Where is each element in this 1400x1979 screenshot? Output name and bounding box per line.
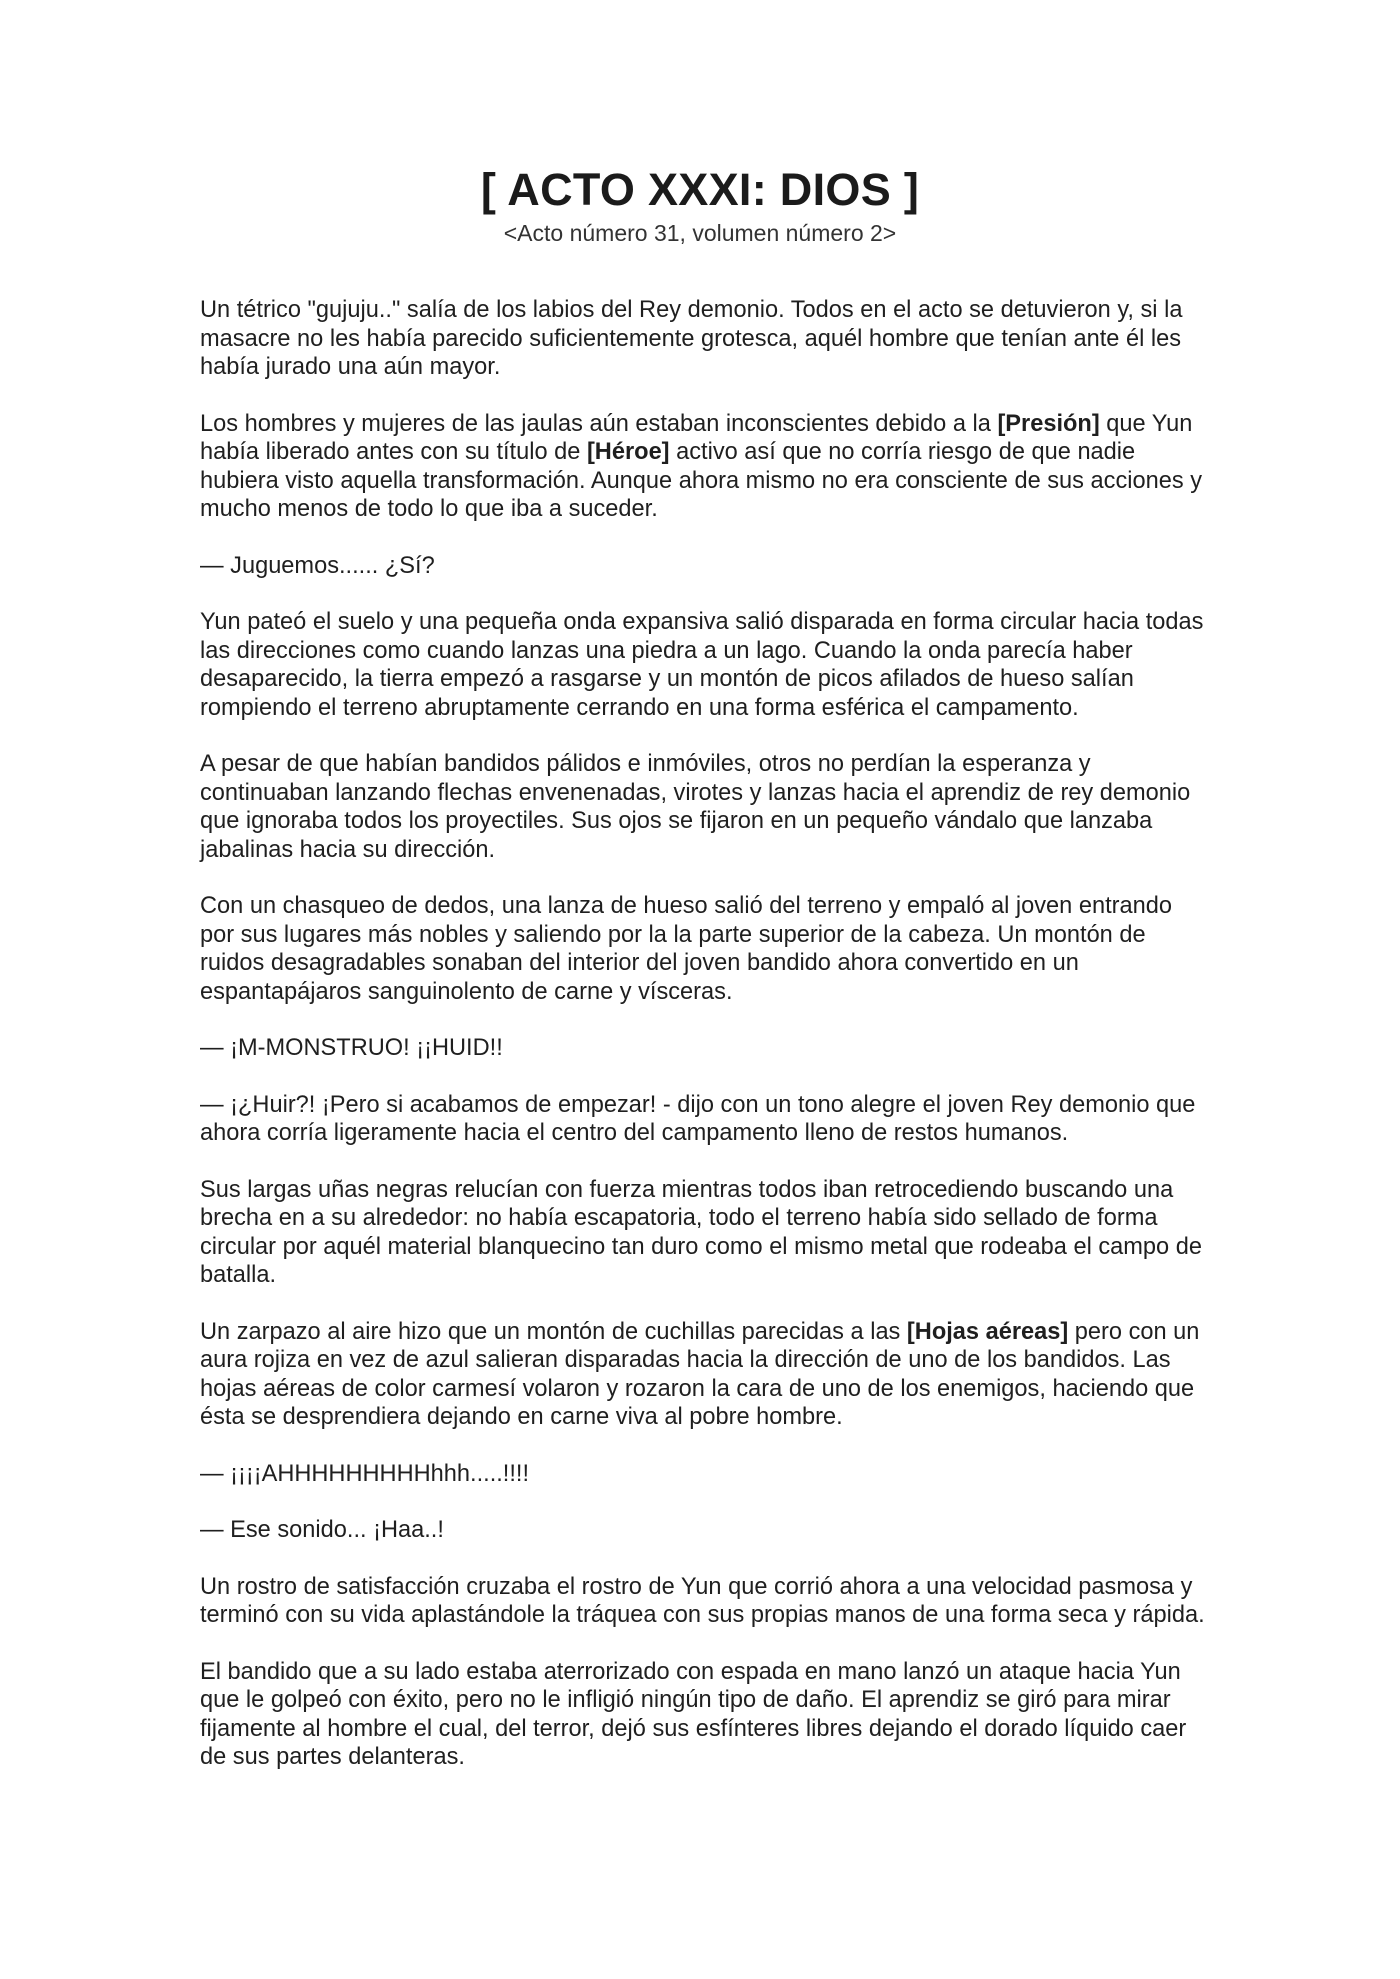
paragraph [200,1034,1210,1063]
paragraph [200,892,1210,1006]
paragraph [200,1516,1210,1545]
paragraph-text: — ¡¿Huir?! ¡Pero si acabamos de empezar! - dijo con un tono alegre el joven Rey demonio que ahora corría ligeramente hacia el centro del campamento lleno de restos humanos. [200,1091,1196,1146]
paragraph [200,410,1210,524]
chapter-title: [ ACTO XXXI: DIOS ] [480,164,920,215]
paragraph-text: Con un chasqueo de dedos, una lanza de hueso salió del terreno y empaló al joven entrando por sus lugares más nobles y saliendo por la la parte superior de la cabeza. Un montón de ruidos desagradables sonaban del interior del joven bandido ahora convertido en un espantapájaros sanguinolento de carne y vísceras. [200,893,1172,1005]
paragraph [200,1176,1210,1290]
paragraph-text: Yun pateó el suelo y una pequeña onda expansiva salió disparada en forma circular hacia todas las direcciones como cuando lanzas una piedra a un lago. Cuando la onda parecía haber desaparecido, la tierra empezó a rasgarse y un montón de picos afilados de hueso salían rompiendo el terreno abruptamente cerrando en una forma esférica el campamento. [200,609,1204,721]
paragraph-text: — Juguemos...... ¿Sí? [200,552,435,579]
paragraph-text: Un rostro de satisfacción cruzaba el rostro de Yun que corrió ahora a una velocidad pasmosa y terminó con su vida aplastándole la tráquea con sus propias manos de una forma seca y rápida. [200,1573,1205,1628]
body-text [200,296,1210,1800]
paragraph [200,1460,1210,1489]
paragraph [200,552,1210,581]
paragraph [200,1658,1210,1772]
paragraph-text: — ¡M-MONSTRUO! ¡¡HUID!! [200,1035,503,1061]
chapter-subtitle: <Acto número 31, volumen número 2> [503,220,897,246]
paragraph-text: que Yun había liberado antes con su título de [200,410,1193,465]
paragraph-text: Los hombres y mujeres de las jaulas aún estaban inconscientes debido a la [200,410,998,437]
chapter-header [0,162,1400,248]
bold-term: [Hojas aéreas] [906,1318,1069,1345]
paragraph-text: Un tétrico "gujuju.." salía de los labios del Rey demonio. Todos en el acto se detuvieron y, si la masacre no les había parecido suficientemente grotesca, aquél hombre que tenían ante él les había jurado una aún mayor. [200,297,1183,380]
paragraph-text: El bandido que a su lado estaba aterrorizado con espada en mano lanzó un ataque hacia Yun que le golpeó con éxito, pero no le infligió ningún tipo de daño. El aprendiz se giró para mirar fijamente al hombre el cual, del terror, dejó sus esfínteres libres dejando el dorado líquido caer de sus partes delanteras. [200,1658,1187,1770]
paragraph [200,296,1210,382]
paragraph-text: Sus largas uñas negras relucían con fuerza mientras todos iban retrocediendo buscando una brecha en a su alrededor: no había escapatoria, todo el terreno había sido sellado de forma circular por aquél material blanquecino tan duro como el mismo metal que rodeaba el campo de batalla. [200,1176,1202,1288]
paragraph-text: Un zarpazo al aire hizo que un montón de cuchillas parecidas a las [200,1318,907,1345]
paragraph-text: — Ese sonido... ¡Haa..! [200,1517,444,1543]
paragraph [200,1573,1210,1630]
paragraph-text: A pesar de que habían bandidos pálidos e inmóviles, otros no perdían la esperanza y continuaban lanzando flechas envenenadas, virotes y lanzas hacia el aprendiz de rey demonio que ignoraba todos los proyectiles. Sus ojos se fijaron en un pequeño vándalo que lanzaba jabalinas hacia su dirección. [200,751,1191,863]
paragraph [200,750,1210,864]
bold-term: [Héroe] [586,439,670,465]
paragraph [200,1091,1210,1148]
paragraph [200,608,1210,722]
paragraph-text: activo así que no corría riesgo de que nadie hubiera visto aquella transformación. Aunque ahora mismo no era consciente de sus acciones y mucho menos de todo lo que iba a suceder. [200,439,1202,522]
paragraph-text: pero con un aura rojiza en vez de azul salieran disparadas hacia la dirección de uno de los bandidos. Las hojas aéreas de color carmesí volaron y rozaron la cara de uno de los enemigos, haciendo que ésta se desprendiera dejando en carne viva al pobre hombre. [200,1318,1200,1430]
bold-term: [Presión] [997,410,1100,437]
paragraph [200,1318,1210,1432]
paragraph-text: — ¡¡¡¡AHHHHHHHHHhhh.....!!!! [200,1460,530,1487]
